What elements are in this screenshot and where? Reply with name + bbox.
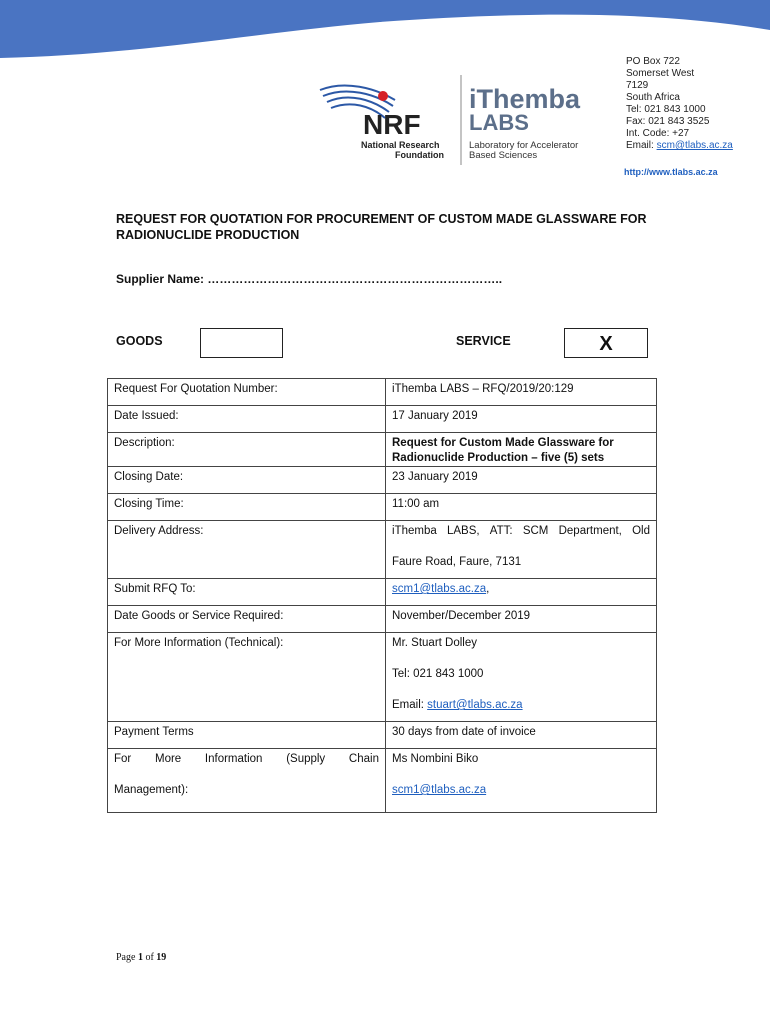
word: SCM <box>522 525 549 537</box>
row-value: iThemba LABS – RFQ/2019/20:129 <box>386 379 657 406</box>
page-total: 19 <box>156 952 167 963</box>
contact-tel: Tel: 021 843 1000 <box>392 668 484 680</box>
svg-text:LABS: LABS <box>469 110 529 135</box>
word: Old <box>632 525 650 537</box>
row-value: 17 January 2019 <box>386 406 657 433</box>
contact-email-line <box>392 698 650 713</box>
svg-text:NRF: NRF <box>363 109 421 140</box>
row-label: Date Issued: <box>108 406 386 433</box>
row-value <box>386 521 657 579</box>
row-value: November/December 2019 <box>386 606 657 633</box>
table-row <box>108 722 657 749</box>
document-title: REQUEST FOR QUOTATION FOR PROCUREMENT OF CUSTOM MADE GLASSWARE FOR RADIONUCLIDE PRODUCTION <box>116 212 647 242</box>
address-line: PO Box 722 <box>626 56 680 67</box>
page-of: of <box>145 952 154 963</box>
row-value <box>386 633 657 722</box>
row-label: Request For Quotation Number: <box>108 379 386 406</box>
table-row <box>108 606 657 633</box>
address-line: Fax: 021 843 3525 <box>626 116 710 127</box>
email-link[interactable]: scm@tlabs.ac.za <box>656 140 733 151</box>
row-label: Date Goods or Service Required: <box>108 606 386 633</box>
row-value: 23 January 2019 <box>386 467 657 494</box>
table-row <box>108 379 657 406</box>
table-row <box>108 433 657 467</box>
address-line: Tel: 021 843 1000 <box>626 104 706 115</box>
row-value <box>386 579 657 606</box>
svg-text:National Research: National Research <box>361 140 440 150</box>
word: Information <box>204 753 263 765</box>
svg-text:Foundation: Foundation <box>395 150 444 160</box>
svg-text:Laboratory for Accelerator: Laboratory for Accelerator <box>469 140 579 151</box>
address-line: Somerset West <box>626 68 695 79</box>
page-prefix: Page <box>116 952 136 963</box>
email-label: Email: <box>626 140 654 151</box>
supplier-name-line: Supplier Name: ……………………………………………………………….. <box>116 272 503 286</box>
page-number <box>116 952 166 963</box>
word: LABS, <box>446 525 480 537</box>
word: ATT: <box>489 525 513 537</box>
service-checkbox[interactable]: X <box>564 328 648 358</box>
row-value <box>386 749 657 813</box>
website-link[interactable]: http://www.tlabs.ac.za <box>624 167 718 177</box>
word: For <box>114 753 132 765</box>
row-label: Delivery Address: <box>108 521 386 579</box>
address-line: 7129 <box>626 80 649 91</box>
svg-text:Based Sciences: Based Sciences <box>469 150 538 161</box>
word: Department, <box>558 525 622 537</box>
table-row <box>108 579 657 606</box>
supply-chain-email-link[interactable]: scm1@tlabs.ac.za <box>392 784 487 796</box>
row-value <box>386 433 657 467</box>
goods-label: GOODS <box>116 334 163 348</box>
row-label <box>108 749 386 813</box>
row-value: 11:00 am <box>386 494 657 521</box>
description-line-1: Request for Custom Made Glassware for <box>392 437 614 449</box>
technical-email-link[interactable]: stuart@tlabs.ac.za <box>427 699 523 711</box>
row-label: Closing Date: <box>108 467 386 494</box>
table-row <box>108 494 657 521</box>
supply-chain-email-line <box>392 783 650 798</box>
delivery-line-1 <box>392 524 650 539</box>
contact-name: Mr. Stuart Dolley <box>392 637 477 649</box>
row-label: Description: <box>108 433 386 467</box>
row-value: 30 days from date of invoice <box>386 722 657 749</box>
description-line-2: Radionuclide Production – five (5) sets <box>392 452 605 464</box>
word: iThemba <box>392 525 437 537</box>
service-label: SERVICE <box>456 334 511 348</box>
address-line: Int. Code: +27 <box>626 128 690 139</box>
rfq-details-table <box>107 378 657 813</box>
table-row <box>108 467 657 494</box>
address-email-line <box>626 140 733 152</box>
row-label: For More Information (Technical): <box>108 633 386 722</box>
svg-text:iThemba: iThemba <box>469 84 581 114</box>
goods-checkbox[interactable] <box>200 328 283 358</box>
table-row <box>108 633 657 722</box>
address-line: South Africa <box>626 92 680 103</box>
submit-suffix: , <box>486 583 490 595</box>
table-row <box>108 521 657 579</box>
table-row <box>108 406 657 433</box>
word: (Supply <box>286 753 326 765</box>
supply-chain-label-line-2: Management): <box>114 784 189 796</box>
email-label: Email: <box>392 699 428 711</box>
supply-chain-label-line-1 <box>114 752 379 767</box>
page-current: 1 <box>137 952 143 963</box>
row-label: Submit RFQ To: <box>108 579 386 606</box>
row-label: Closing Time: <box>108 494 386 521</box>
delivery-line-2: Faure Road, Faure, 7131 <box>392 556 522 568</box>
submit-email-link[interactable]: scm1@tlabs.ac.za <box>392 583 487 595</box>
contact-name: Ms Nombini Biko <box>392 753 479 765</box>
table-row <box>108 749 657 813</box>
row-label: Payment Terms <box>108 722 386 749</box>
address-block <box>626 56 733 152</box>
word: Chain <box>348 753 379 765</box>
nrf-ithemba-logo <box>315 70 615 170</box>
word: More <box>154 753 182 765</box>
